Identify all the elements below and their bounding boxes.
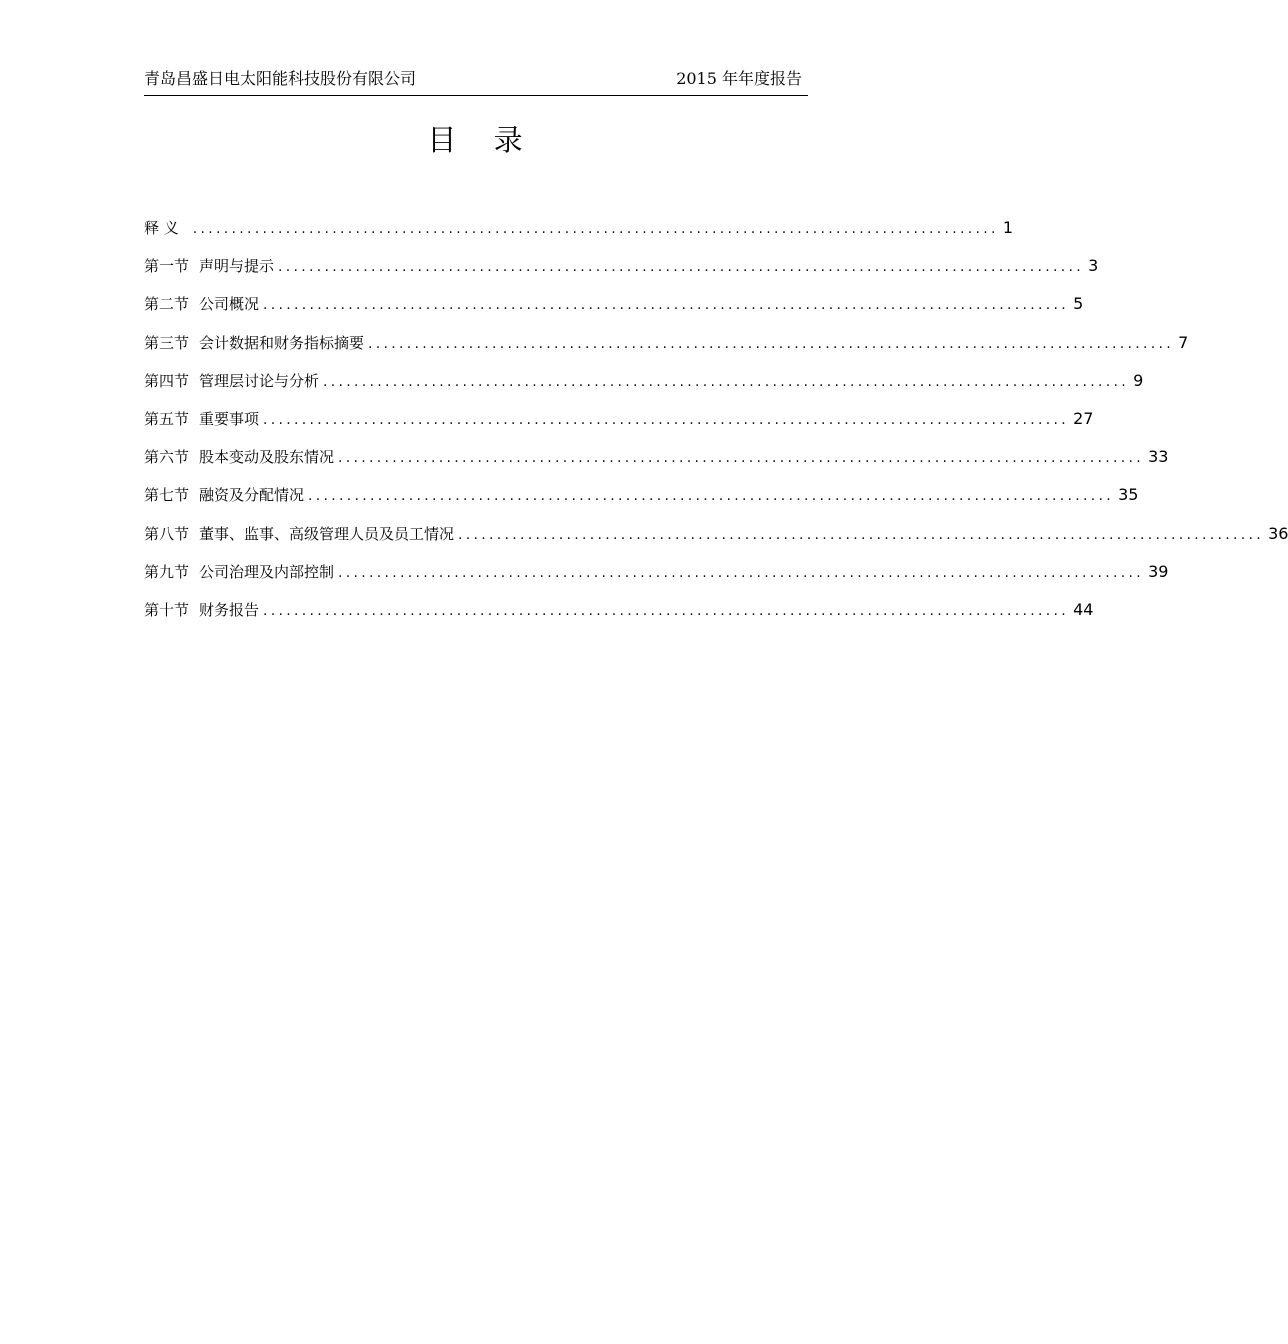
- table-of-contents: [144, 214, 1288, 634]
- toc-page-number: 9: [1133, 370, 1144, 390]
- toc-section-title: 公司概况: [199, 295, 260, 314]
- toc-dot-leader: ........................................................................................................: [192, 221, 999, 237]
- toc-section-title: 融资及分配情况: [199, 486, 305, 505]
- toc-entry-label: [144, 290, 259, 318]
- toc-section-number: 第五节: [144, 409, 190, 428]
- toc-entry[interactable]: [144, 252, 1099, 290]
- toc-dot-leader: ........................................................................................................: [323, 373, 1130, 390]
- toc-entry[interactable]: [144, 367, 1144, 405]
- toc-section-number: 第六节: [144, 448, 190, 467]
- toc-entry[interactable]: [144, 596, 1094, 634]
- toc-entry-label: [144, 596, 259, 624]
- toc-section-title: 公司治理及内部控制: [199, 562, 335, 581]
- toc-dot-leader: ........................................................................................................: [368, 335, 1175, 352]
- toc-page-number: 27: [1073, 408, 1094, 428]
- toc-page-number: 36: [1268, 523, 1288, 543]
- toc-section-title: 声明与提示: [199, 257, 275, 276]
- toc-dot-leader: ........................................................................................................: [338, 564, 1145, 581]
- toc-page-number: 44: [1073, 599, 1094, 619]
- toc-entry[interactable]: [144, 405, 1094, 443]
- toc-entry[interactable]: [144, 558, 1169, 596]
- toc-entry-label: [144, 443, 334, 471]
- toc-entry[interactable]: [144, 290, 1084, 328]
- header-report-title: 2015 年年度报告: [676, 69, 802, 88]
- toc-dot-leader: ........................................................................................................: [263, 602, 1070, 619]
- toc-section-number: 第十节: [144, 600, 190, 619]
- toc-section-title: 董事、监事、高级管理人员及员工情况: [199, 524, 455, 543]
- toc-entry[interactable]: [144, 443, 1169, 481]
- toc-page-number: 35: [1118, 485, 1139, 505]
- toc-entry[interactable]: [144, 329, 1189, 367]
- toc-section-number: 第一节: [144, 257, 190, 276]
- toc-section-title: 重要事项: [199, 409, 260, 428]
- toc-entry[interactable]: [144, 481, 1139, 519]
- toc-entry-label: [144, 520, 454, 548]
- toc-section-number: 第二节: [144, 295, 190, 314]
- toc-entry-label: [144, 405, 259, 433]
- toc-page-number: 33: [1148, 447, 1169, 467]
- toc-entry-label: [144, 367, 319, 395]
- toc-entry[interactable]: [144, 214, 1013, 252]
- toc-entry-label: [144, 558, 334, 586]
- toc-page-number: 5: [1073, 294, 1084, 314]
- toc-dot-leader: ........................................................................................................: [338, 450, 1145, 467]
- toc-section-number: 释 义: [144, 219, 179, 237]
- header-company-name: 青岛昌盛日电太阳能科技股份有限公司: [144, 69, 417, 88]
- toc-section-number: 第三节: [144, 333, 190, 352]
- toc-dot-leader: ........................................................................................................: [263, 297, 1070, 314]
- toc-page-number: 1: [1002, 218, 1013, 237]
- toc-page-number: 39: [1148, 561, 1169, 581]
- toc-section-number: 第八节: [144, 524, 190, 543]
- toc-section-title: 管理层讨论与分析: [199, 371, 320, 390]
- toc-entry-label: [144, 252, 274, 280]
- toc-dot-leader: ........................................................................................................: [263, 411, 1070, 428]
- page-header: [144, 66, 808, 96]
- toc-section-title: 财务报告: [199, 600, 260, 619]
- toc-section-title: 会计数据和财务指标摘要: [199, 333, 365, 352]
- toc-dot-leader: ........................................................................................................: [308, 488, 1115, 505]
- toc-section-number: 第七节: [144, 486, 190, 505]
- toc-entry-label: [144, 329, 364, 357]
- toc-dot-leader: ........................................................................................................: [458, 526, 1265, 543]
- toc-entry-label: [144, 214, 189, 242]
- toc-entry[interactable]: [144, 520, 1288, 558]
- toc-page-number: 7: [1178, 332, 1189, 352]
- toc-section-title: 股本变动及股东情况: [199, 448, 335, 467]
- toc-heading: 目 录: [427, 123, 537, 157]
- toc-section-number: 第九节: [144, 562, 190, 581]
- toc-page-number: 3: [1088, 256, 1099, 276]
- toc-entry-label: [144, 481, 304, 509]
- toc-section-number: 第四节: [144, 371, 190, 390]
- toc-dot-leader: ........................................................................................................: [278, 259, 1085, 276]
